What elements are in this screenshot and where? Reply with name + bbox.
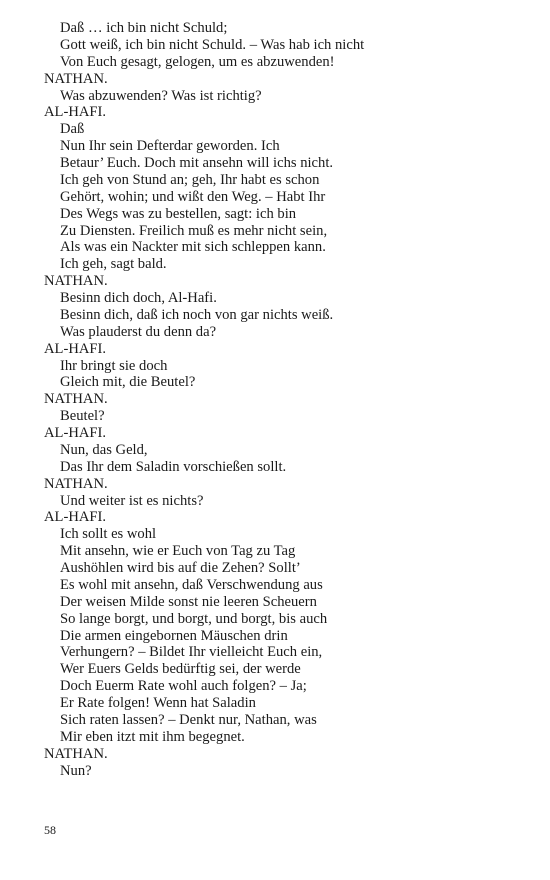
speaker-name: AL-HAFI. bbox=[44, 425, 107, 441]
speaker-name: AL-HAFI. bbox=[44, 340, 107, 357]
verse-line: So lange borgt, und borgt, und borgt, bis auch bbox=[60, 610, 328, 627]
verse-line: Sich raten lassen? – Denkt nur, Nathan, was bbox=[60, 711, 317, 728]
verse-line: Der weisen Milde sonst nie leeren Scheuern bbox=[60, 593, 317, 610]
verse-line: Er Rate folgen! Wenn hat Saladin bbox=[60, 695, 256, 711]
verse-line: Gott weiß, ich bin nicht Schuld. – Was hab ich nicht bbox=[60, 36, 365, 53]
verse-line: Mir eben itzt mit ihm begegnet. bbox=[60, 728, 245, 745]
verse-line: Und weiter ist es nichts? bbox=[60, 492, 204, 509]
verse-line: Besinn dich, daß ich noch von gar nichts weiß. bbox=[60, 306, 334, 323]
speaker-name: AL-HAFI. bbox=[44, 509, 107, 526]
verse-line: Es wohl mit ansehn, daß Verschwendung aus bbox=[60, 576, 323, 593]
verse-line: Nun, das Geld, bbox=[60, 441, 148, 458]
verse-line: Gleich mit, die Beutel? bbox=[60, 374, 196, 391]
speaker-name: NATHAN. bbox=[44, 475, 108, 492]
verse-line: Doch Euerm Rate wohl auch folgen? – Ja; bbox=[60, 678, 307, 695]
page-number: 58 bbox=[44, 823, 56, 837]
verse-line: Des Wegs was zu bestellen, sagt: ich bin bbox=[60, 205, 297, 222]
verse-line: Besinn dich doch, Al-Hafi. bbox=[60, 290, 217, 306]
verse-line: Daß … ich bin nicht Schuld; bbox=[60, 20, 228, 36]
speaker-name: NATHAN. bbox=[44, 70, 108, 87]
verse-line: Aushöhlen wird bis auf die Zehen? Sollt’ bbox=[60, 560, 301, 576]
verse-line: Gehört, wohin; und wißt den Weg. – Habt Ihr bbox=[60, 188, 326, 205]
drama-text bbox=[44, 20, 514, 779]
verse-line: Die armen eingebornen Mäuschen drin bbox=[60, 627, 288, 644]
verse-line: Beutel? bbox=[60, 408, 105, 425]
verse-line: Ich geh, sagt bald. bbox=[60, 256, 167, 273]
verse-line: Betaur’ Euch. Doch mit ansehn will ichs nicht. bbox=[60, 155, 334, 171]
verse-line: Mit ansehn, wie er Euch von Tag zu Tag bbox=[60, 543, 296, 560]
verse-line: Nun Ihr sein Defterdar geworden. Ich bbox=[60, 138, 280, 155]
verse-line: Nun? bbox=[60, 762, 92, 779]
speaker-name: NATHAN. bbox=[44, 745, 108, 762]
verse-line: Wer Euers Gelds bedürftig sei, der werde bbox=[60, 661, 301, 678]
verse-line: Als was ein Nackter mit sich schleppen kann. bbox=[60, 239, 326, 256]
verse-line: Zu Diensten. Freilich muß es mehr nicht sein, bbox=[60, 222, 328, 239]
verse-line: Verhungern? – Bildet Ihr vielleicht Euch ein, bbox=[60, 644, 323, 661]
verse-line: Ich sollt es wohl bbox=[60, 526, 157, 543]
speaker-name: NATHAN. bbox=[44, 273, 108, 290]
verse-line: Von Euch gesagt, gelogen, um es abzuwenden! bbox=[60, 53, 335, 70]
speaker-name: NATHAN. bbox=[44, 391, 108, 408]
verse-line: Das Ihr dem Saladin vorschießen sollt. bbox=[60, 458, 287, 475]
verse-line: Was plauderst du denn da? bbox=[60, 323, 217, 340]
verse-line: Daß bbox=[60, 121, 85, 138]
speaker-name: AL-HAFI. bbox=[44, 104, 107, 121]
verse-line: Was abzuwenden? Was ist richtig? bbox=[60, 87, 262, 104]
verse-line: Ihr bringt sie doch bbox=[60, 357, 168, 374]
verse-line: Ich geh von Stund an; geh, Ihr habt es schon bbox=[60, 171, 320, 188]
